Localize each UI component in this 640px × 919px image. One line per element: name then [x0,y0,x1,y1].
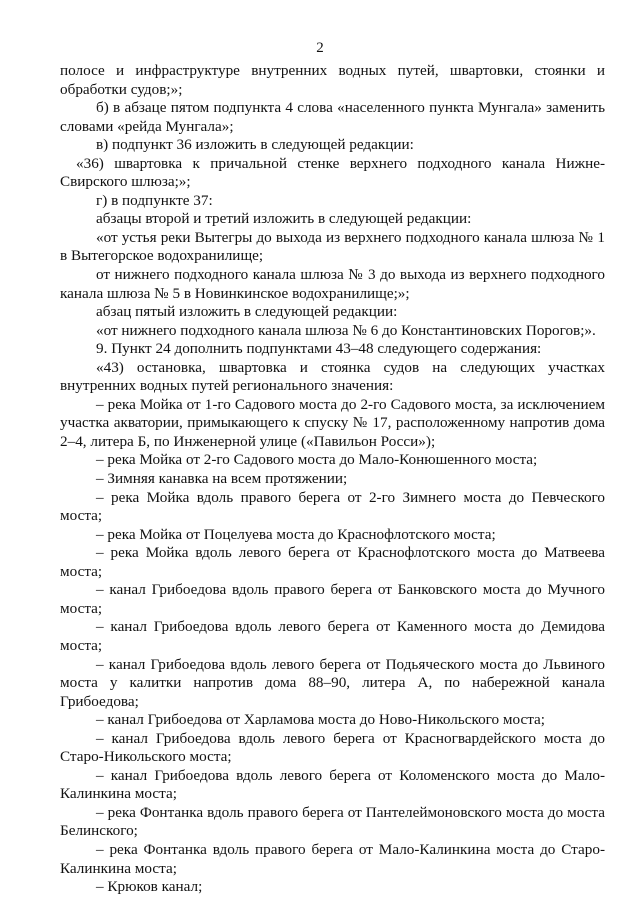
list-item: – река Мойка от 2-го Садового моста до Мало-Конюшенного моста; [96,451,538,469]
paragraph-abzacy: абзацы второй и третий изложить в следующей редакции: [96,210,472,228]
paragraph-subitem-43: «43) остановка, швартовка и стоянка судов на следующих участках внутренних водных путей регионального значения: [60,358,605,395]
paragraph-lock-6: «от нижнего подходного канала шлюза № 6 до Константиновских Порогов;». [96,321,596,339]
list-item: – река Фонтанка вдоль правого берега от Мало-Калинкина моста до Старо-Калинкина моста; [60,840,605,877]
list-item: – канал Грибоедова вдоль левого берега от Каменного моста до Демидова моста; [60,618,605,654]
list-item: – река Мойка от Поцелуева моста до Краснофлотского моста; [96,525,496,543]
paragraph-point-9: 9. Пункт 24 дополнить подпунктами 43–48 следующего содержания: [96,340,542,358]
paragraph-lock-3-5: от нижнего подходного канала шлюза № 3 до выхода из верхнего подходного канала шлюза № 5 в Новинкинское водохранилище;»; [60,266,605,302]
list-item: – канал Грибоедова от Харламова моста до Ново-Никольского моста; [96,711,546,729]
list-item: – река Мойка вдоль левого берега от Краснофлотского моста до Матвеева моста; [60,544,605,580]
list-item: – канал Грибоедова вдоль левого берега от Красногвардейского моста до Старо-Никольского моста; [60,729,605,766]
list-item: – река Фонтанка вдоль правого берега от Пантелеймоновского моста до моста Белинского; [60,803,605,840]
list-item: – канал Грибоедова вдоль левого берега от Подьяческого моста до Львиного моста у калитки напротив дома 88–90, литера А, по набережной канала Грибоедова; [60,655,605,710]
paragraph-subitem-36: «36) швартовка к причальной стенке верхнего подходного канала Нижне-Свирского шлюза;»; [60,154,605,191]
paragraph-continuation: полосе и инфраструктуре внутренних водных путей, швартовки, стоянки и обработки судов;»; [60,62,605,98]
list-item: – река Мойка вдоль правого берега от 2-го Зимнего моста до Певческого моста; [60,488,605,525]
page-number: 2 [316,40,324,56]
list-item: – река Мойка от 1-го Садового моста до 2-го Садового моста, за исключением участка акватории, примыкающего к спуску № 17, расположенному напротив дома 2–4, литера Б, по Инженерной улице («Павильон Росси»); [60,395,605,450]
paragraph-abzac-5: абзац пятый изложить в следующей редакции: [96,303,398,321]
paragraph-item-g: г) в подпункте 37: [96,191,213,209]
paragraph-item-v: в) подпункт 36 изложить в следующей редакции: [96,136,414,154]
paragraph-vytegra: «от устья реки Вытегры до выхода из верхнего подходного канала шлюза № 1 в Вытегорское водохранилище; [60,228,605,265]
list-item: – канал Грибоедова вдоль левого берега от Коломенского моста до Мало-Калинкина моста; [60,766,605,803]
list-item: – канал Грибоедова вдоль правого берега от Банковского моста до Мучного моста; [60,581,605,617]
list-item: – Зимняя канавка на всем протяжении; [96,470,348,488]
document-body [60,62,605,897]
list-item: – Крюков канал; [96,878,203,896]
paragraph-item-b: б) в абзаце пятом подпункта 4 слова «населенного пункта Мунгала» заменить словами «рейда Мунгала»; [60,99,605,135]
